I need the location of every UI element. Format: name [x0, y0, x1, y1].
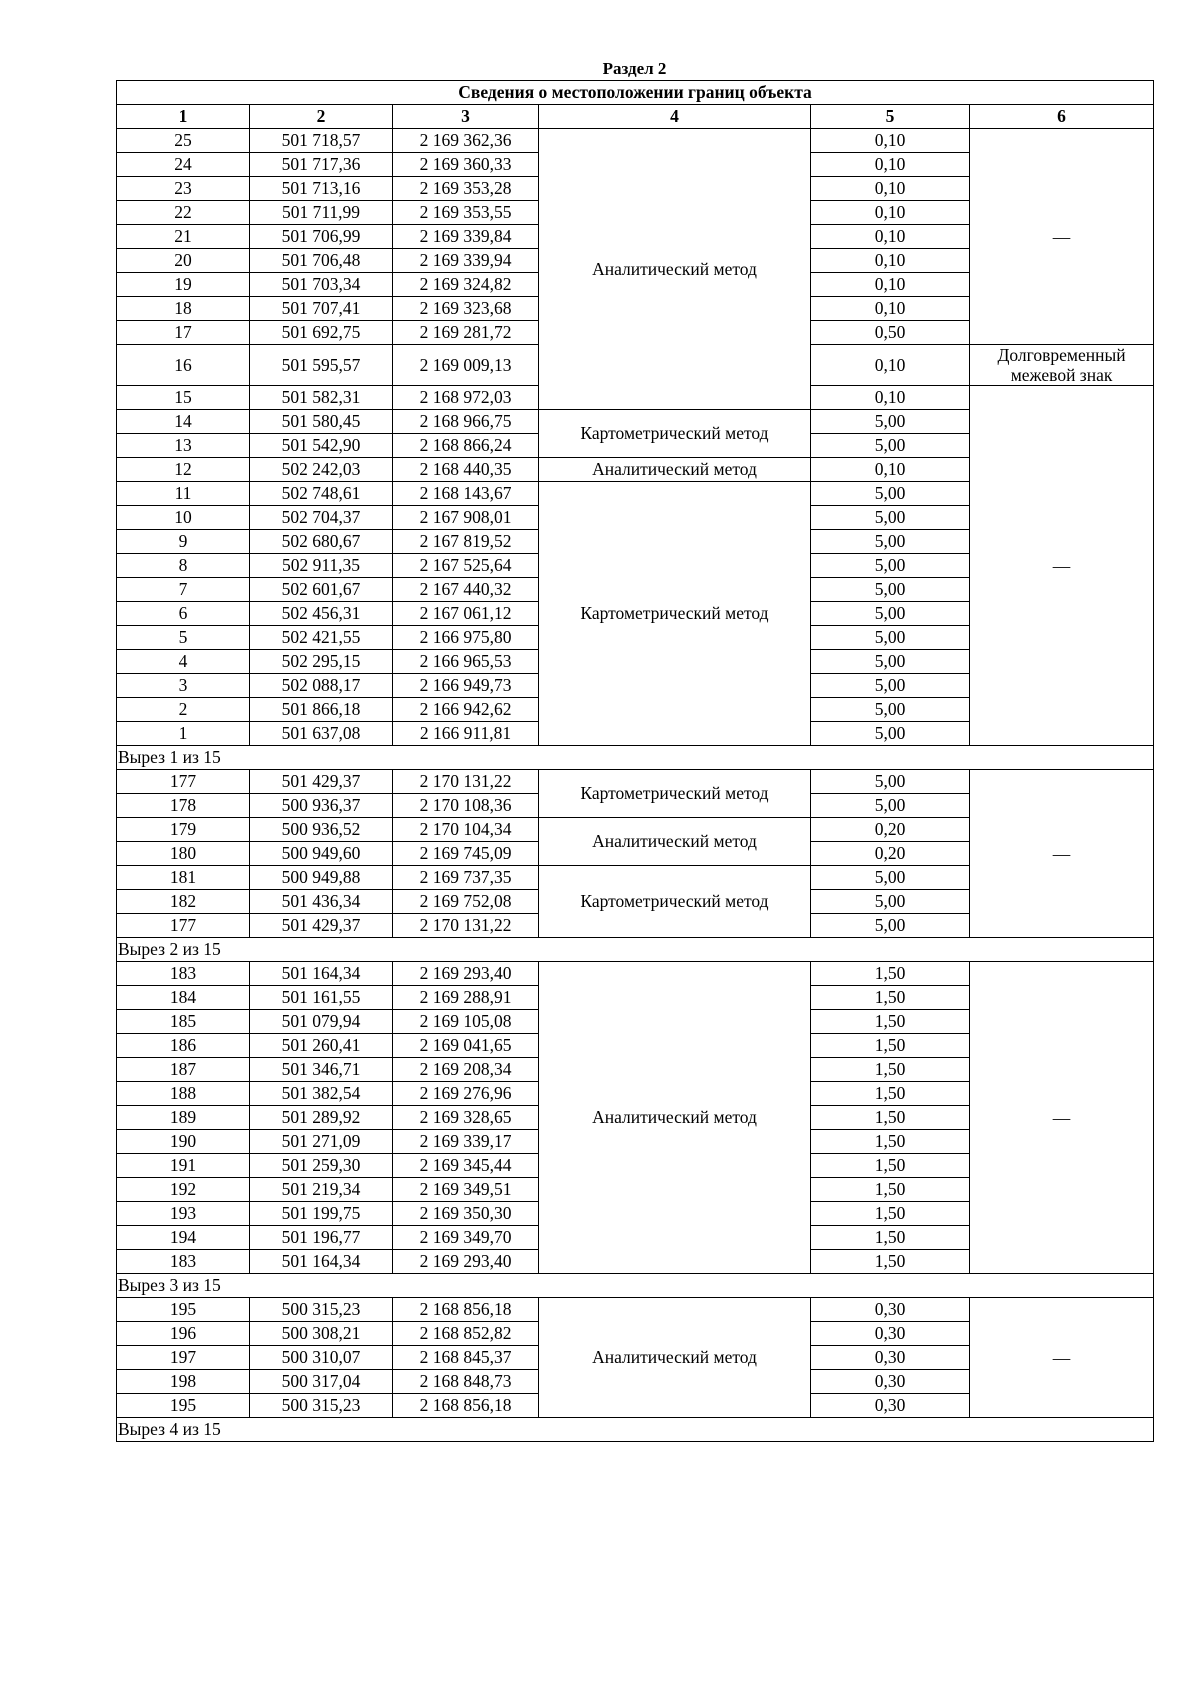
coordinate-y: 2 169 293,40 [393, 1250, 539, 1274]
accuracy-value: 0,10 [811, 153, 970, 177]
column-header: 3 [393, 105, 539, 129]
point-number: 4 [117, 650, 250, 674]
coordinate-x: 501 429,37 [250, 914, 393, 938]
point-number: 188 [117, 1082, 250, 1106]
note-cell: Долговременный межевой знак [970, 345, 1154, 386]
coordinate-y: 2 166 975,80 [393, 626, 539, 650]
coordinate-x: 500 936,37 [250, 794, 393, 818]
coordinate-y: 2 167 908,01 [393, 506, 539, 530]
point-number: 196 [117, 1322, 250, 1346]
coordinate-x: 502 911,35 [250, 554, 393, 578]
coordinate-x: 501 079,94 [250, 1010, 393, 1034]
accuracy-value: 5,00 [811, 434, 970, 458]
point-number: 8 [117, 554, 250, 578]
cutout-label: Вырез 2 из 15 [117, 938, 1154, 962]
coordinate-x: 502 601,67 [250, 578, 393, 602]
note-cell: — [970, 962, 1154, 1274]
coordinate-y: 2 169 339,94 [393, 249, 539, 273]
boundary-coordinates-table [116, 80, 1154, 1442]
coordinate-x: 501 637,08 [250, 722, 393, 746]
point-number: 6 [117, 602, 250, 626]
coordinate-x: 500 949,88 [250, 866, 393, 890]
table-title: Сведения о местоположении границ объекта [117, 81, 1154, 105]
point-number: 23 [117, 177, 250, 201]
cutout-row [117, 938, 1154, 962]
accuracy-value: 1,50 [811, 1178, 970, 1202]
coordinate-x: 501 260,41 [250, 1034, 393, 1058]
accuracy-value: 5,00 [811, 482, 970, 506]
coordinate-x: 501 219,34 [250, 1178, 393, 1202]
coordinate-y: 2 169 360,33 [393, 153, 539, 177]
coordinate-y: 2 167 819,52 [393, 530, 539, 554]
point-number: 25 [117, 129, 250, 153]
coordinate-y: 2 166 942,62 [393, 698, 539, 722]
coordinate-x: 500 310,07 [250, 1346, 393, 1370]
accuracy-value: 5,00 [811, 770, 970, 794]
point-number: 177 [117, 914, 250, 938]
accuracy-value: 0,30 [811, 1322, 970, 1346]
accuracy-value: 5,00 [811, 698, 970, 722]
coordinate-x: 502 242,03 [250, 458, 393, 482]
cutout-row [117, 746, 1154, 770]
method-cell: Картометрический метод [539, 482, 811, 746]
coordinate-y: 2 169 349,70 [393, 1226, 539, 1250]
cutout-label: Вырез 4 из 15 [117, 1418, 1154, 1442]
coordinate-y: 2 169 339,17 [393, 1130, 539, 1154]
method-cell: Картометрический метод [539, 770, 811, 818]
point-number: 7 [117, 578, 250, 602]
coordinate-y: 2 169 752,08 [393, 890, 539, 914]
point-number: 187 [117, 1058, 250, 1082]
point-number: 15 [117, 386, 250, 410]
accuracy-value: 5,00 [811, 674, 970, 698]
coordinate-y: 2 169 745,09 [393, 842, 539, 866]
coordinate-x: 501 436,34 [250, 890, 393, 914]
coordinate-y: 2 168 856,18 [393, 1394, 539, 1418]
accuracy-value: 5,00 [811, 722, 970, 746]
accuracy-value: 5,00 [811, 506, 970, 530]
point-number: 12 [117, 458, 250, 482]
coordinate-y: 2 168 848,73 [393, 1370, 539, 1394]
point-number: 186 [117, 1034, 250, 1058]
point-number: 177 [117, 770, 250, 794]
coordinate-y: 2 166 949,73 [393, 674, 539, 698]
coordinate-x: 501 580,45 [250, 410, 393, 434]
accuracy-value: 0,10 [811, 249, 970, 273]
coordinate-y: 2 169 208,34 [393, 1058, 539, 1082]
coordinate-x: 501 259,30 [250, 1154, 393, 1178]
coordinate-y: 2 169 288,91 [393, 986, 539, 1010]
note-cell: — [970, 770, 1154, 938]
coordinate-y: 2 166 911,81 [393, 722, 539, 746]
coordinate-y: 2 170 131,22 [393, 770, 539, 794]
coordinate-x: 501 429,37 [250, 770, 393, 794]
coordinate-x: 500 949,60 [250, 842, 393, 866]
coordinate-x: 501 703,34 [250, 273, 393, 297]
accuracy-value: 0,50 [811, 321, 970, 345]
cutout-row [117, 1274, 1154, 1298]
coordinate-y: 2 166 965,53 [393, 650, 539, 674]
coordinate-y: 2 169 276,96 [393, 1082, 539, 1106]
column-header: 1 [117, 105, 250, 129]
accuracy-value: 0,10 [811, 273, 970, 297]
coordinate-y: 2 167 061,12 [393, 602, 539, 626]
point-number: 190 [117, 1130, 250, 1154]
accuracy-value: 1,50 [811, 986, 970, 1010]
accuracy-value: 0,10 [811, 201, 970, 225]
note-cell: — [970, 129, 1154, 345]
point-number: 179 [117, 818, 250, 842]
cutout-label: Вырез 3 из 15 [117, 1274, 1154, 1298]
coordinate-x: 500 317,04 [250, 1370, 393, 1394]
method-cell: Картометрический метод [539, 410, 811, 458]
accuracy-value: 0,30 [811, 1298, 970, 1322]
column-header: 4 [539, 105, 811, 129]
point-number: 182 [117, 890, 250, 914]
coordinate-y: 2 169 328,65 [393, 1106, 539, 1130]
accuracy-value: 0,30 [811, 1394, 970, 1418]
coordinate-y: 2 168 845,37 [393, 1346, 539, 1370]
coordinate-x: 501 164,34 [250, 962, 393, 986]
coordinate-y: 2 170 108,36 [393, 794, 539, 818]
note-cell: — [970, 1298, 1154, 1418]
table-row [117, 962, 1154, 986]
accuracy-value: 1,50 [811, 1250, 970, 1274]
column-header: 6 [970, 105, 1154, 129]
table-row [117, 129, 1154, 153]
accuracy-value: 1,50 [811, 1106, 970, 1130]
coordinate-x: 501 692,75 [250, 321, 393, 345]
point-number: 9 [117, 530, 250, 554]
point-number: 178 [117, 794, 250, 818]
coordinate-x: 500 936,52 [250, 818, 393, 842]
point-number: 181 [117, 866, 250, 890]
column-header-row [117, 105, 1154, 129]
point-number: 1 [117, 722, 250, 746]
accuracy-value: 0,20 [811, 818, 970, 842]
accuracy-value: 5,00 [811, 410, 970, 434]
accuracy-value: 0,10 [811, 458, 970, 482]
point-number: 183 [117, 962, 250, 986]
coordinate-y: 2 169 350,30 [393, 1202, 539, 1226]
point-number: 11 [117, 482, 250, 506]
point-number: 17 [117, 321, 250, 345]
coordinate-y: 2 169 009,13 [393, 345, 539, 386]
coordinate-x: 501 161,55 [250, 986, 393, 1010]
coordinate-x: 502 680,67 [250, 530, 393, 554]
coordinate-x: 501 595,57 [250, 345, 393, 386]
accuracy-value: 1,50 [811, 962, 970, 986]
point-number: 3 [117, 674, 250, 698]
coordinate-x: 502 456,31 [250, 602, 393, 626]
coordinate-x: 501 164,34 [250, 1250, 393, 1274]
coordinate-x: 501 706,48 [250, 249, 393, 273]
accuracy-value: 5,00 [811, 866, 970, 890]
point-number: 193 [117, 1202, 250, 1226]
coordinate-y: 2 170 131,22 [393, 914, 539, 938]
point-number: 184 [117, 986, 250, 1010]
point-number: 195 [117, 1298, 250, 1322]
coordinate-y: 2 169 041,65 [393, 1034, 539, 1058]
column-header: 5 [811, 105, 970, 129]
coordinate-x: 502 295,15 [250, 650, 393, 674]
coordinate-y: 2 168 966,75 [393, 410, 539, 434]
method-cell: Аналитический метод [539, 458, 811, 482]
cutout-label: Вырез 1 из 15 [117, 746, 1154, 770]
table-row [117, 1298, 1154, 1322]
point-number: 198 [117, 1370, 250, 1394]
accuracy-value: 5,00 [811, 890, 970, 914]
accuracy-value: 0,10 [811, 129, 970, 153]
coordinate-x: 500 308,21 [250, 1322, 393, 1346]
point-number: 20 [117, 249, 250, 273]
point-number: 10 [117, 506, 250, 530]
coordinate-y: 2 169 345,44 [393, 1154, 539, 1178]
accuracy-value: 0,10 [811, 297, 970, 321]
coordinate-x: 502 704,37 [250, 506, 393, 530]
coordinate-x: 501 542,90 [250, 434, 393, 458]
coordinate-x: 501 713,16 [250, 177, 393, 201]
coordinate-x: 501 707,41 [250, 297, 393, 321]
accuracy-value: 5,00 [811, 626, 970, 650]
point-number: 24 [117, 153, 250, 177]
coordinate-x: 501 717,36 [250, 153, 393, 177]
coordinate-y: 2 167 525,64 [393, 554, 539, 578]
point-number: 18 [117, 297, 250, 321]
point-number: 191 [117, 1154, 250, 1178]
method-cell: Аналитический метод [539, 818, 811, 866]
accuracy-value: 1,50 [811, 1058, 970, 1082]
coordinate-y: 2 168 972,03 [393, 386, 539, 410]
point-number: 2 [117, 698, 250, 722]
accuracy-value: 0,20 [811, 842, 970, 866]
accuracy-value: 1,50 [811, 1082, 970, 1106]
point-number: 180 [117, 842, 250, 866]
coordinate-y: 2 168 143,67 [393, 482, 539, 506]
method-cell: Аналитический метод [539, 962, 811, 1274]
coordinate-x: 501 706,99 [250, 225, 393, 249]
coordinate-x: 502 088,17 [250, 674, 393, 698]
coordinate-y: 2 167 440,32 [393, 578, 539, 602]
point-number: 189 [117, 1106, 250, 1130]
point-number: 192 [117, 1178, 250, 1202]
column-header: 2 [250, 105, 393, 129]
coordinate-x: 501 711,99 [250, 201, 393, 225]
coordinate-x: 501 718,57 [250, 129, 393, 153]
coordinate-y: 2 169 349,51 [393, 1178, 539, 1202]
accuracy-value: 1,50 [811, 1010, 970, 1034]
coordinate-y: 2 169 324,82 [393, 273, 539, 297]
accuracy-value: 1,50 [811, 1130, 970, 1154]
coordinate-y: 2 168 440,35 [393, 458, 539, 482]
coordinate-y: 2 169 105,08 [393, 1010, 539, 1034]
accuracy-value: 5,00 [811, 602, 970, 626]
coordinate-x: 501 582,31 [250, 386, 393, 410]
accuracy-value: 5,00 [811, 794, 970, 818]
coordinate-y: 2 168 852,82 [393, 1322, 539, 1346]
coordinate-x: 502 421,55 [250, 626, 393, 650]
coordinate-x: 501 199,75 [250, 1202, 393, 1226]
cutout-row [117, 1418, 1154, 1442]
coordinate-y: 2 169 737,35 [393, 866, 539, 890]
point-number: 13 [117, 434, 250, 458]
coordinate-x: 502 748,61 [250, 482, 393, 506]
point-number: 197 [117, 1346, 250, 1370]
coordinate-y: 2 169 353,28 [393, 177, 539, 201]
table-row [117, 770, 1154, 794]
accuracy-value: 0,10 [811, 177, 970, 201]
point-number: 14 [117, 410, 250, 434]
accuracy-value: 0,10 [811, 225, 970, 249]
coordinate-y: 2 169 339,84 [393, 225, 539, 249]
coordinate-y: 2 168 856,18 [393, 1298, 539, 1322]
table-title-row [117, 81, 1154, 105]
coordinate-x: 501 866,18 [250, 698, 393, 722]
accuracy-value: 1,50 [811, 1034, 970, 1058]
coordinate-x: 501 382,54 [250, 1082, 393, 1106]
method-cell: Аналитический метод [539, 129, 811, 410]
point-number: 194 [117, 1226, 250, 1250]
accuracy-value: 1,50 [811, 1154, 970, 1178]
accuracy-value: 1,50 [811, 1226, 970, 1250]
coordinate-x: 501 271,09 [250, 1130, 393, 1154]
note-cell: — [970, 386, 1154, 746]
method-cell: Аналитический метод [539, 1298, 811, 1418]
coordinate-y: 2 169 281,72 [393, 321, 539, 345]
accuracy-value: 0,10 [811, 386, 970, 410]
coordinate-x: 500 315,23 [250, 1394, 393, 1418]
coordinate-y: 2 169 293,40 [393, 962, 539, 986]
coordinate-y: 2 169 353,55 [393, 201, 539, 225]
coordinate-x: 500 315,23 [250, 1298, 393, 1322]
accuracy-value: 5,00 [811, 914, 970, 938]
accuracy-value: 5,00 [811, 578, 970, 602]
section-title: Раздел 2 [602, 59, 667, 78]
coordinate-y: 2 169 362,36 [393, 129, 539, 153]
coordinate-y: 2 168 866,24 [393, 434, 539, 458]
accuracy-value: 1,50 [811, 1202, 970, 1226]
coordinate-x: 501 289,92 [250, 1106, 393, 1130]
accuracy-value: 0,10 [811, 345, 970, 386]
point-number: 22 [117, 201, 250, 225]
coordinate-x: 501 196,77 [250, 1226, 393, 1250]
coordinate-y: 2 170 104,34 [393, 818, 539, 842]
accuracy-value: 5,00 [811, 554, 970, 578]
method-cell: Картометрический метод [539, 866, 811, 938]
point-number: 185 [117, 1010, 250, 1034]
point-number: 5 [117, 626, 250, 650]
coordinate-y: 2 169 323,68 [393, 297, 539, 321]
point-number: 183 [117, 1250, 250, 1274]
point-number: 21 [117, 225, 250, 249]
accuracy-value: 0,30 [811, 1370, 970, 1394]
accuracy-value: 0,30 [811, 1346, 970, 1370]
point-number: 19 [117, 273, 250, 297]
point-number: 195 [117, 1394, 250, 1418]
point-number: 16 [117, 345, 250, 386]
accuracy-value: 5,00 [811, 650, 970, 674]
accuracy-value: 5,00 [811, 530, 970, 554]
coordinate-x: 501 346,71 [250, 1058, 393, 1082]
